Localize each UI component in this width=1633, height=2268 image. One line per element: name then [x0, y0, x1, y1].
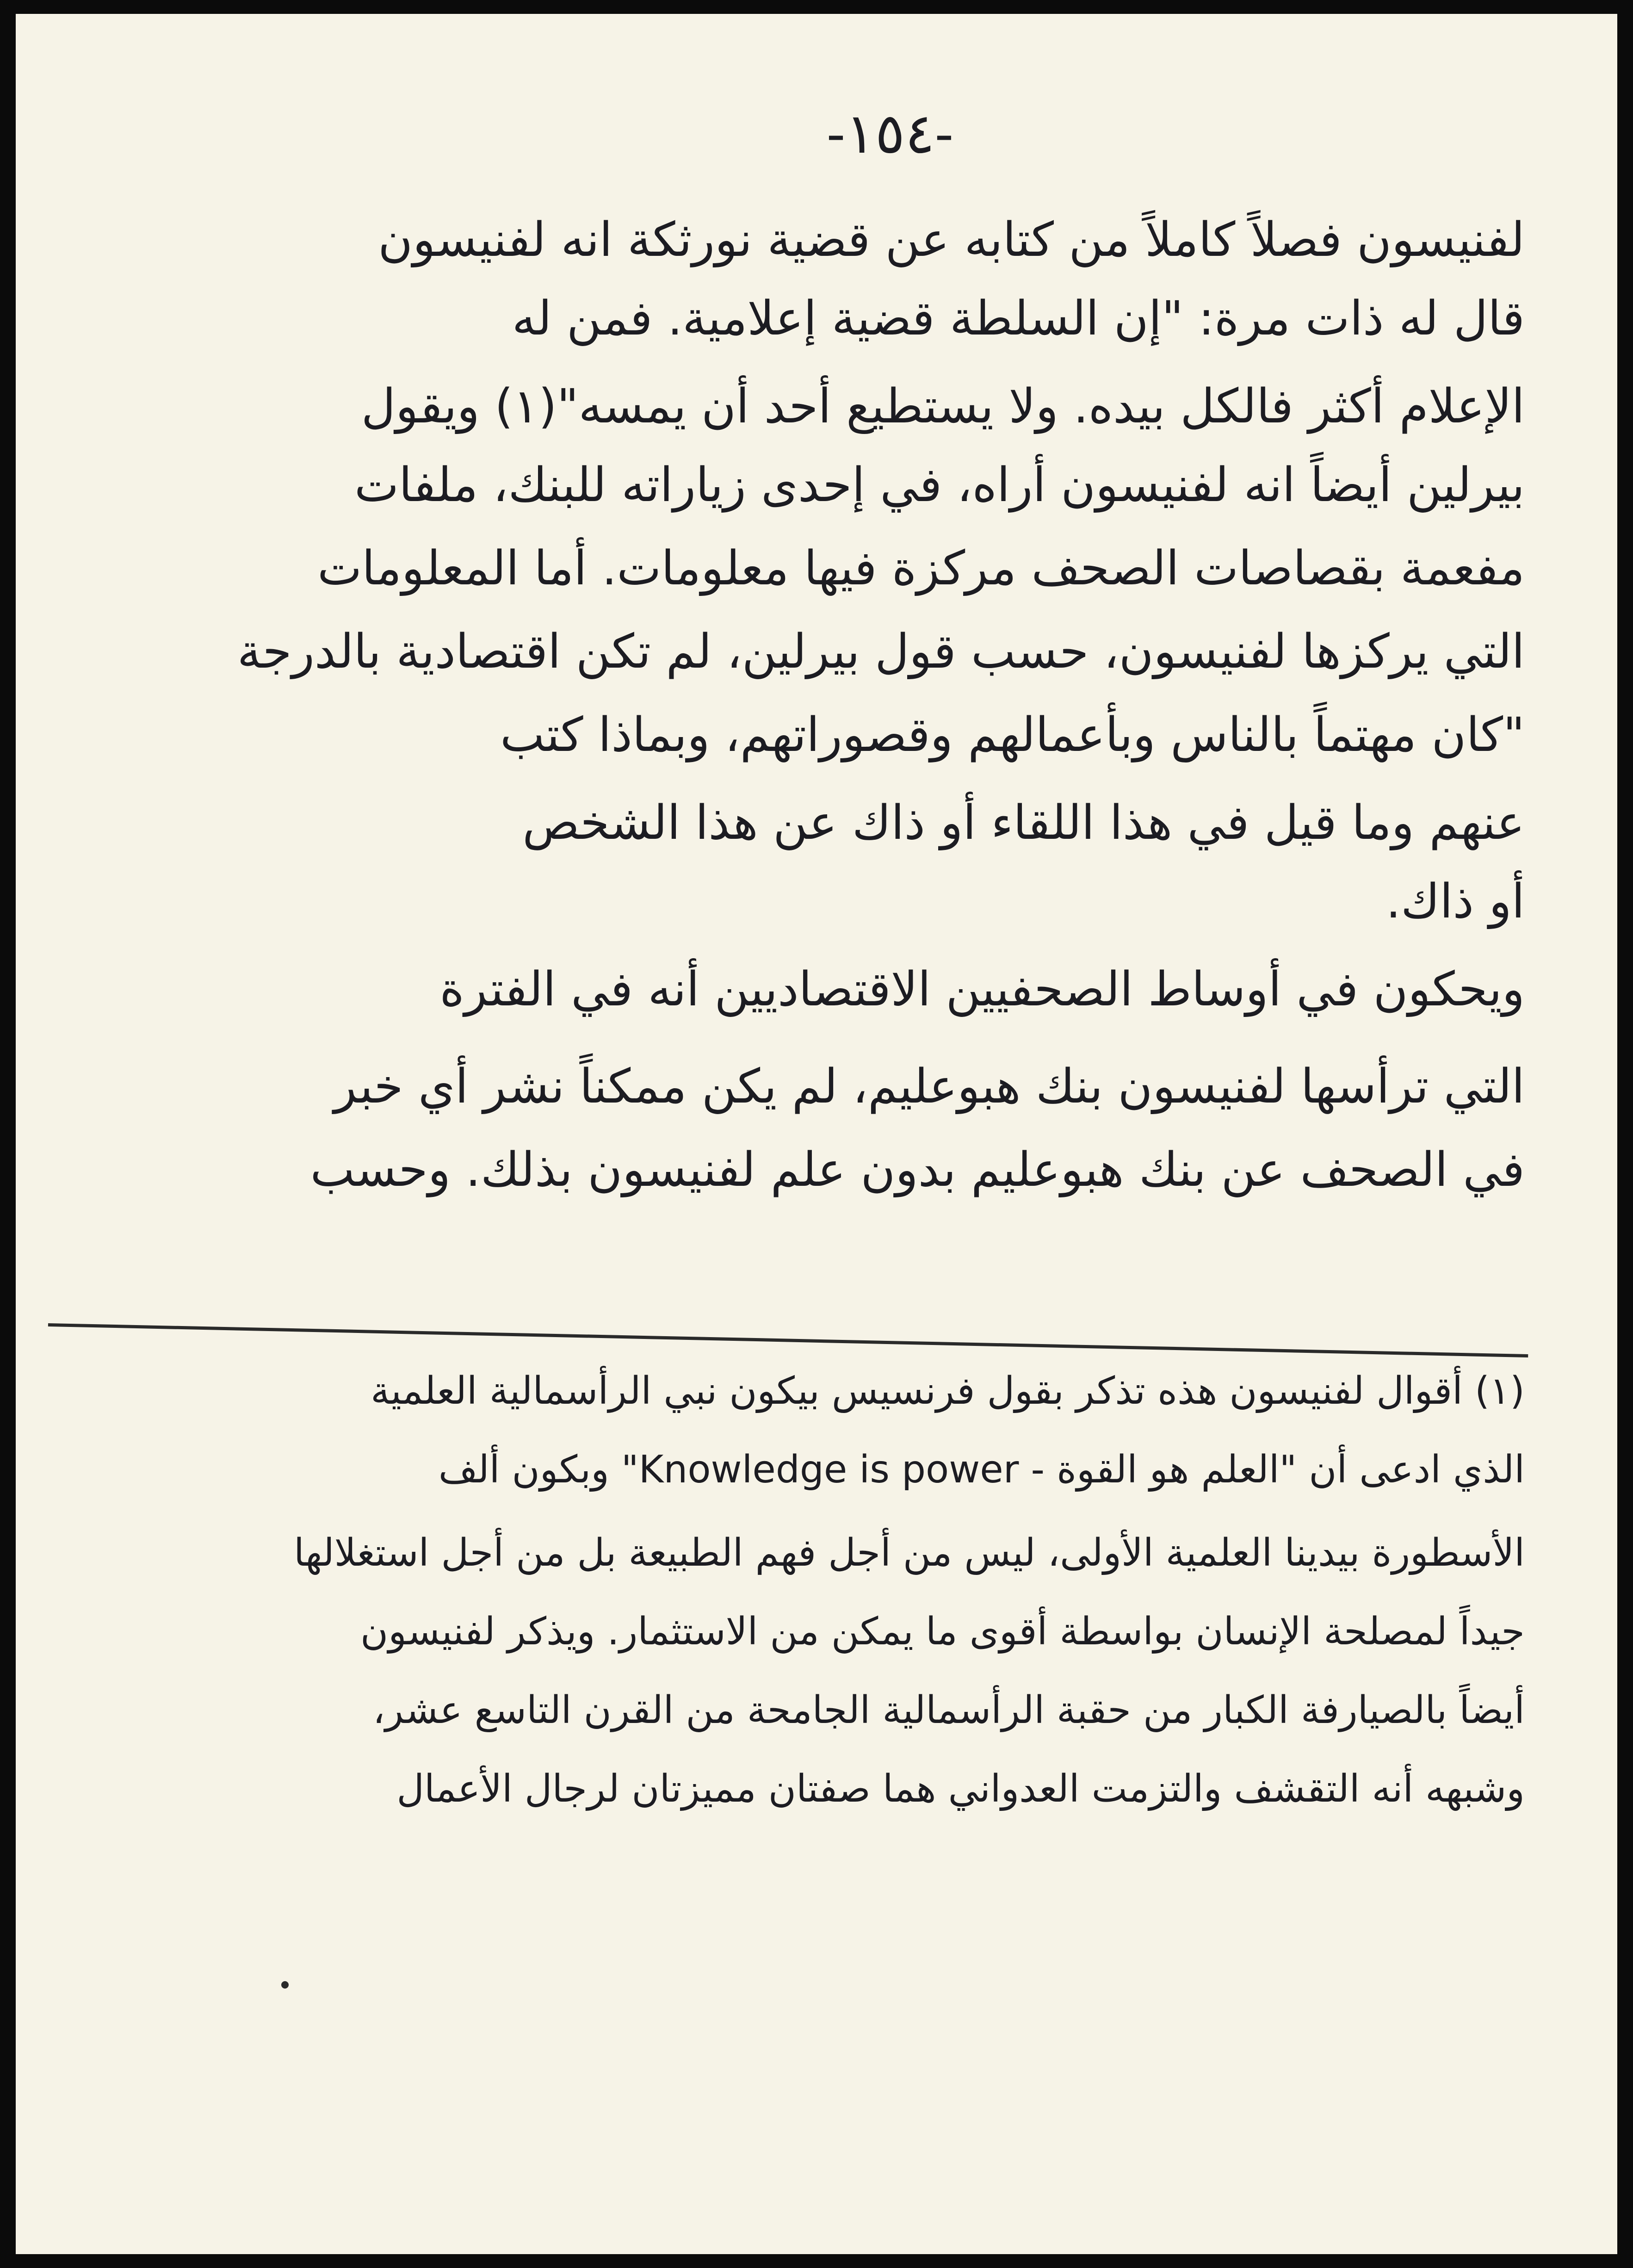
footnote-line: الذي ادعى أن "العلم هو القوة - Knowledge is power" وبكون ألف: [438, 1448, 1525, 1492]
body-line: التي ترأسها لفنيسون بنك هبوعليم، لم يكن ممكناً نشر أي خبر: [334, 1059, 1525, 1114]
body-line: مفعمة بقصاصات الصحف مركزة فيها معلومات. أما المعلومات: [317, 541, 1525, 596]
body-line: "كان مهتماً بالناس وبأعمالهم وقصوراتهم، وبماذا كتب: [500, 707, 1525, 762]
ink-dot: [281, 1981, 289, 1989]
footnote-line: الأسطورة بيدينا العلمية الأولى، ليس من أجل فهم الطبيعة بل من أجل استغلالها: [293, 1531, 1525, 1575]
body-line: قال له ذات مرة: "إن السلطة قضية إعلامية. فمن له: [512, 291, 1525, 346]
footnote-line: جيداً لمصلحة الإنسان بواسطة أقوى ما يمكن من الاستثمار. ويذكر لفنيسون: [360, 1610, 1525, 1654]
manuscript-sheet: [16, 14, 1617, 2254]
footnote-line: أيضاً بالصيارفة الكبار من حقبة الرأسمالية الجامحة من القرن التاسع عشر،: [372, 1688, 1525, 1732]
body-line: التي يركزها لفنيسون، حسب قول بيرلين، لم تكن اقتصادية بالدرجة: [237, 624, 1525, 679]
body-line: في الصحف عن بنك هبوعليم بدون علم لفنيسون بذلك. وحسب: [310, 1142, 1525, 1197]
body-line: الإعلام أكثر فالكل بيده. ولا يستطيع أحد أن يمسه"(١) ويقول: [361, 379, 1525, 434]
body-line: أو ذاك.: [1386, 874, 1525, 929]
page-number: -١٥٤-: [826, 102, 954, 166]
body-line: بيرلين أيضاً انه لفنيسون أراه، في إحدى زياراته للبنك، ملفات: [354, 458, 1525, 513]
footnote-line: وشبهه أنه التقشف والتزمت العدواني هما صفتان مميزتان لرجال الأعمال: [396, 1767, 1525, 1811]
body-line: ويحكون في أوساط الصحفيين الاقتصاديين أنه في الفترة: [439, 962, 1525, 1017]
body-line: لفنيسون فصلاً كاملاً من كتابه عن قضية نورثكة انه لفنيسون: [378, 212, 1525, 267]
footnote-separator: [48, 1323, 1528, 1357]
body-line: عنهم وما قيل في هذا اللقاء أو ذاك عن هذا الشخص: [522, 795, 1525, 850]
footnote-line: (١) أقوال لفنيسون هذه تذكر بقول فرنسيس بيكون نبي الرأسمالية العلمية: [371, 1369, 1525, 1413]
